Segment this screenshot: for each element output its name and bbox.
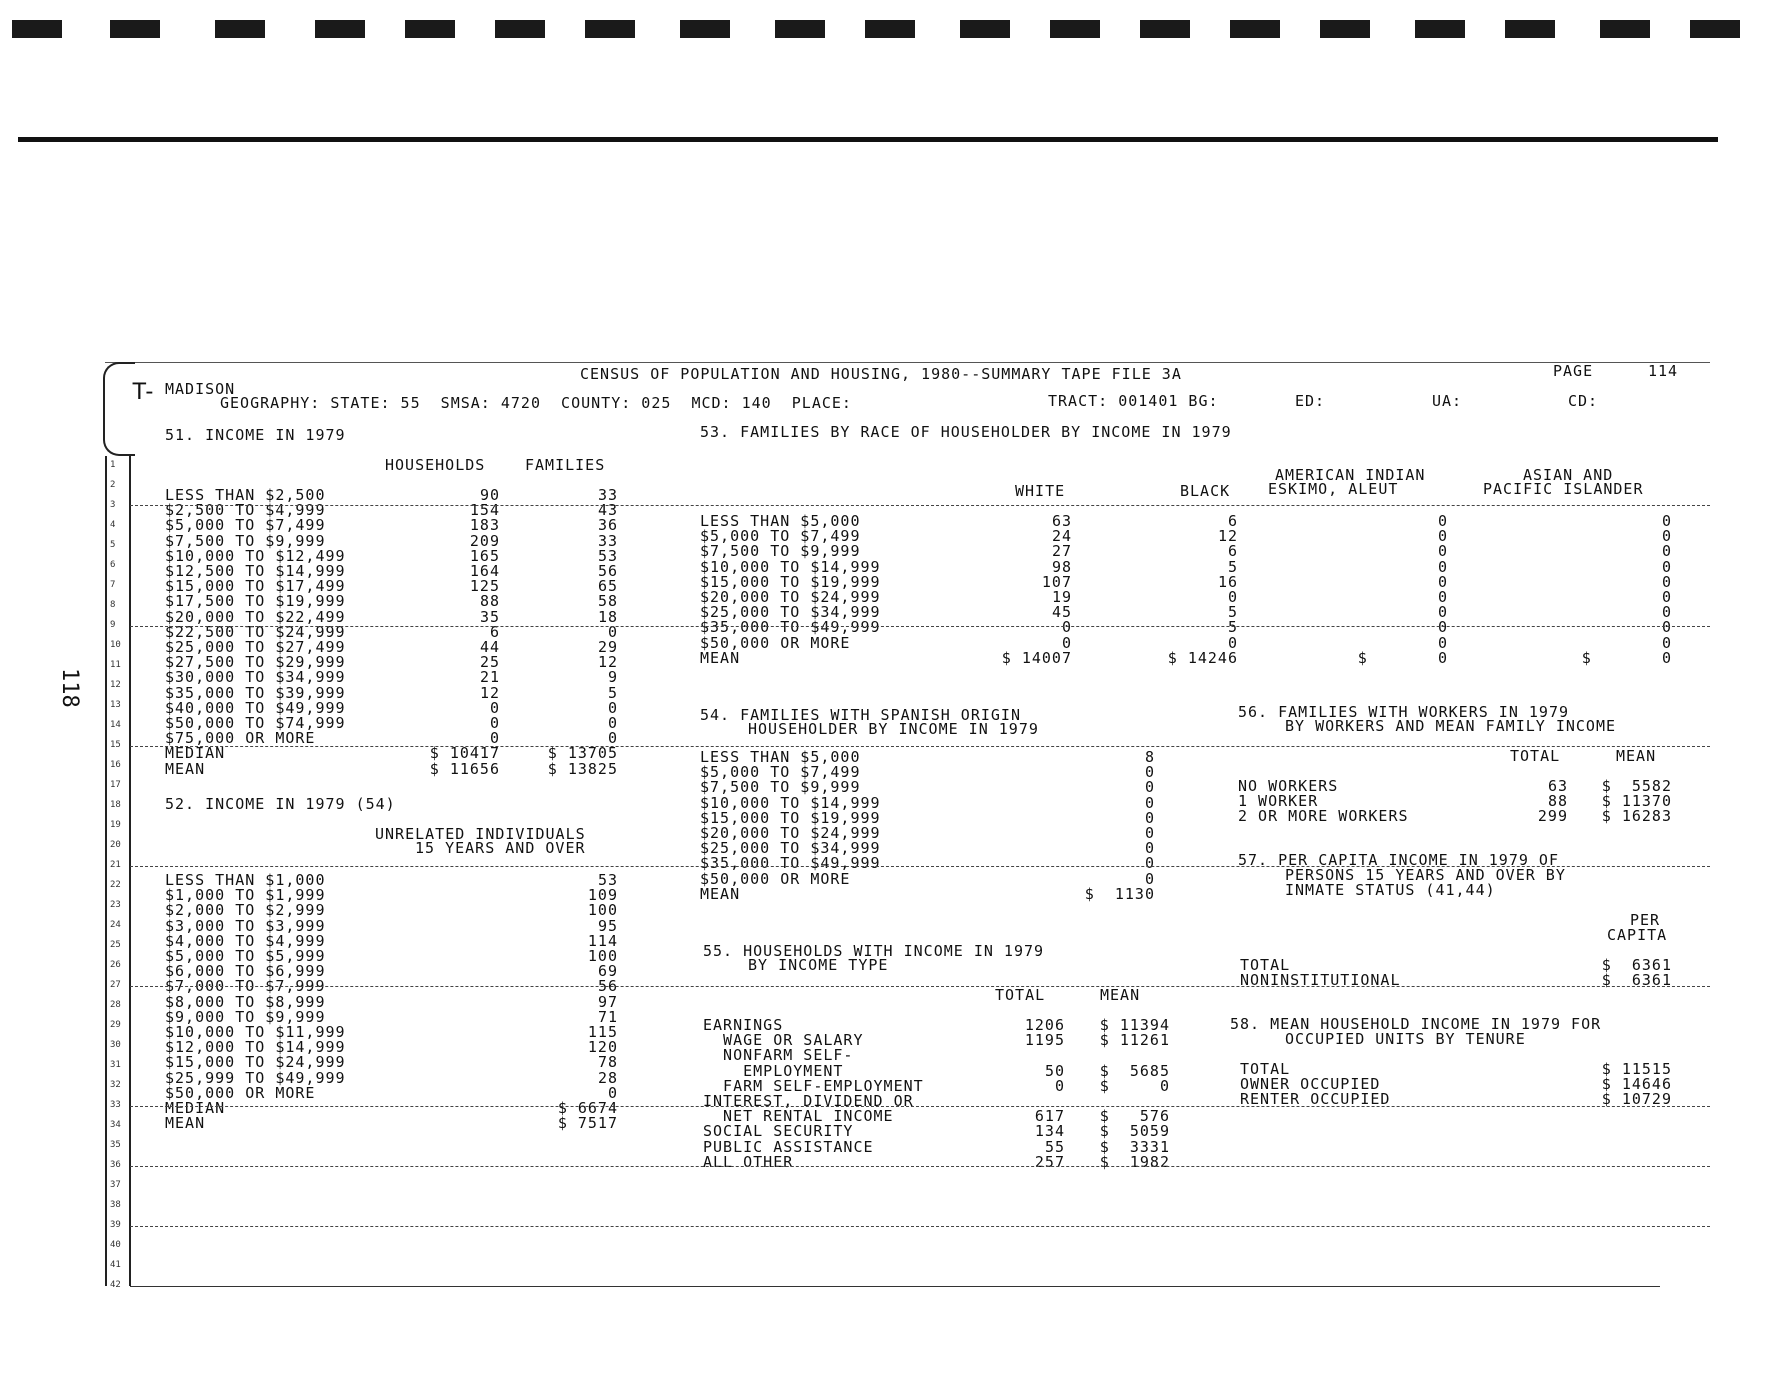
t55-row-label: NONFARM SELF- xyxy=(703,1046,854,1065)
t51-row-label: $17,500 TO $19,999 xyxy=(165,592,346,611)
t52-row-value: 53 xyxy=(597,871,618,889)
perforation xyxy=(1050,20,1100,38)
t53-row-black: 6 xyxy=(1227,542,1238,561)
t55-row-mean: $ 11261 xyxy=(1099,1031,1170,1050)
guide-line xyxy=(130,1226,1710,1227)
t55-row-mean: $ 5059 xyxy=(1099,1122,1170,1141)
t51-row-households: 25 xyxy=(479,653,500,672)
t55-row-mean: $ 1982 xyxy=(1099,1152,1170,1171)
t55-row-total: 134 xyxy=(1034,1122,1065,1141)
geography-line: GEOGRAPHY: STATE: 55 SMSA: 4720 COUNTY: 025 MCD: 140 PLACE: xyxy=(220,394,852,412)
t52-row-value: 109 xyxy=(587,886,618,905)
t53-col-ai1: AMERICAN INDIAN xyxy=(1275,466,1426,484)
t53-row-white: 27 xyxy=(1051,542,1072,561)
t56-row-label: 1 WORKER xyxy=(1238,792,1319,811)
t53-col-as2: PACIFIC ISLANDER xyxy=(1483,480,1644,498)
t51-row-households: 165 xyxy=(469,546,500,565)
t51-row-families: 0 xyxy=(607,698,618,717)
t54-row-value: 0 xyxy=(1144,839,1155,858)
t54-title1: 54. FAMILIES WITH SPANISH ORIGIN xyxy=(700,706,1021,724)
t51-row-households: 183 xyxy=(469,516,500,535)
t54-row-label: $50,000 OR MORE xyxy=(700,869,851,888)
t53-row-label: $35,000 TO $49,999 xyxy=(700,618,881,637)
t54-row-value: 0 xyxy=(1144,763,1155,782)
t52-row-label: $9,000 TO $9,999 xyxy=(165,1007,326,1026)
place-name: MADISON xyxy=(165,380,236,398)
t54-row-label: $5,000 TO $7,499 xyxy=(700,763,861,782)
t53-row-white: 0 xyxy=(1061,618,1072,637)
header-bracket xyxy=(103,362,135,456)
t53-row-black: 5 xyxy=(1227,557,1238,576)
perforation xyxy=(680,20,730,38)
t51-row-households: 154 xyxy=(469,501,500,520)
t52-col1: UNRELATED INDIVIDUALS xyxy=(375,825,586,843)
t51-row-families: $ 13825 xyxy=(547,759,618,778)
t55-row-label: PUBLIC ASSISTANCE xyxy=(703,1137,874,1156)
t53-row-american-indian: 0 xyxy=(1437,603,1448,622)
page-label: PAGE xyxy=(1553,362,1594,380)
ed-field: ED: xyxy=(1295,392,1326,410)
t55-row-total: 257 xyxy=(1034,1152,1065,1171)
t57-row-label: NONINSTITUTIONAL xyxy=(1240,971,1401,990)
t53-row-american-indian: 0 xyxy=(1437,633,1448,652)
guide-line xyxy=(130,986,1710,987)
t56-col-mean: MEAN xyxy=(1616,747,1657,765)
t52-row-label: $2,000 TO $2,999 xyxy=(165,901,326,920)
t55-row-total: 1206 xyxy=(1024,1016,1065,1034)
film-perforations xyxy=(0,20,1787,40)
t54-row-value: 0 xyxy=(1144,793,1155,812)
t52-col2: 15 YEARS AND OVER xyxy=(415,839,586,857)
t58-title2: OCCUPIED UNITS BY TENURE xyxy=(1285,1030,1526,1048)
t52-row-label: $1,000 TO $1,999 xyxy=(165,886,326,905)
t55-row-label: ALL OTHER xyxy=(703,1152,794,1171)
t53-row-white: 63 xyxy=(1051,512,1072,530)
t52-row-value: 114 xyxy=(587,931,618,950)
t54-row-label: LESS THAN $5,000 xyxy=(700,748,861,766)
t51-row-households: 0 xyxy=(489,729,500,748)
t56-title1: 56. FAMILIES WITH WORKERS IN 1979 xyxy=(1238,703,1570,721)
t51-row-families: 58 xyxy=(597,592,618,611)
perforation xyxy=(315,20,365,38)
t53-row-label: $50,000 OR MORE xyxy=(700,633,851,652)
t51-row-label: $7,500 TO $9,999 xyxy=(165,531,326,550)
t51-row-families: 53 xyxy=(597,546,618,565)
t52-title: 52. INCOME IN 1979 (54) xyxy=(165,795,396,813)
t56-row-total: 299 xyxy=(1537,807,1568,826)
t54-row-value: 0 xyxy=(1144,808,1155,827)
guide-line xyxy=(130,866,1710,867)
t51-row-households: 21 xyxy=(479,668,500,687)
perforation xyxy=(1230,20,1280,38)
guide-line xyxy=(130,1286,1660,1287)
perforation xyxy=(1320,20,1370,38)
t57-title3: INMATE STATUS (41,44) xyxy=(1285,881,1496,899)
t53-col-black: BLACK xyxy=(1180,482,1231,500)
t51-row-label: $5,000 TO $7,499 xyxy=(165,516,326,535)
t51-row-families: 0 xyxy=(607,729,618,748)
t54-row-label: $35,000 TO $49,999 xyxy=(700,854,881,873)
guide-line xyxy=(130,505,1710,506)
t53-row-black: 12 xyxy=(1217,527,1238,546)
perforation xyxy=(1690,20,1740,38)
cd-field: CD: xyxy=(1568,392,1599,410)
perforation xyxy=(960,20,1010,38)
t55-row-label: INTEREST, DIVIDEND OR xyxy=(703,1092,914,1110)
t51-row-households: 164 xyxy=(469,562,500,580)
t57-title1: 57. PER CAPITA INCOME IN 1979 OF xyxy=(1238,851,1559,869)
side-page-number: 118 xyxy=(57,668,82,708)
t53-row-american-indian: 0 xyxy=(1437,512,1448,530)
t52-row-value: 120 xyxy=(587,1038,618,1057)
t55-row-total: 617 xyxy=(1034,1107,1065,1126)
t52-row-label: $3,000 TO $3,999 xyxy=(165,916,326,935)
t51-row-families: 56 xyxy=(597,562,618,580)
t51-row-households: 209 xyxy=(469,531,500,550)
t51-row-households: $ 11656 xyxy=(429,759,500,778)
t56-row-total: 88 xyxy=(1547,792,1568,811)
t54-row-label: $25,000 TO $34,999 xyxy=(700,839,881,858)
t51-row-label: $2,500 TO $4,999 xyxy=(165,501,326,520)
t51-row-families: 18 xyxy=(597,607,618,626)
t53-row-label: LESS THAN $5,000 xyxy=(700,512,861,530)
t52-row-label: $7,000 TO $7,999 xyxy=(165,977,326,996)
t57-row-value: $ 6361 xyxy=(1601,956,1672,974)
t53-row-black: 5 xyxy=(1227,618,1238,637)
t51-row-label: LESS THAN $2,500 xyxy=(165,486,326,504)
t52-row-value: 71 xyxy=(597,1007,618,1026)
t56-row-mean: $ 11370 xyxy=(1601,792,1672,811)
t51-row-families: $ 13705 xyxy=(547,744,618,763)
t55-row-label: NET RENTAL INCOME xyxy=(703,1107,894,1126)
t53-row-american-indian: 0 xyxy=(1437,542,1448,561)
t53-row-american-indian: 0 xyxy=(1437,618,1448,637)
t52-row-value: 115 xyxy=(587,1023,618,1041)
t58-row-label: TOTAL xyxy=(1240,1060,1291,1078)
guide-line xyxy=(130,626,1710,627)
t53-row-asian: 0 xyxy=(1661,603,1672,622)
t54-row-label: $15,000 TO $19,999 xyxy=(700,808,881,827)
ua-field: UA: xyxy=(1432,392,1463,410)
t55-title1: 55. HOUSEHOLDS WITH INCOME IN 1979 xyxy=(703,942,1045,960)
t53-row-american-indian: 0 xyxy=(1437,572,1448,591)
t53-row-asian: $ 0 xyxy=(1581,648,1672,667)
t54-row-value: 0 xyxy=(1144,869,1155,888)
t53-row-white: $ 14007 xyxy=(1001,648,1072,667)
t51-row-households: 90 xyxy=(479,486,500,504)
t54-row-value: 0 xyxy=(1144,854,1155,873)
t52-row-label: $6,000 TO $6,999 xyxy=(165,962,326,981)
t58-row-label: OWNER OCCUPIED xyxy=(1240,1075,1381,1094)
t51-row-label: $27,500 TO $29,999 xyxy=(165,653,346,672)
printout-frame xyxy=(105,362,1710,1283)
t55-row-label: EMPLOYMENT xyxy=(703,1061,844,1080)
t51-row-families: 33 xyxy=(597,531,618,550)
t51-row-families: 36 xyxy=(597,516,618,535)
perforation xyxy=(775,20,825,38)
t55-row-mean: $ 3331 xyxy=(1099,1137,1170,1156)
t53-row-black: $ 14246 xyxy=(1167,648,1238,667)
t53-row-white: 107 xyxy=(1041,572,1072,591)
tract-field: TRACT: 001401 BG: xyxy=(1048,392,1219,410)
t51-col-families: FAMILIES xyxy=(525,456,606,474)
t51-row-families: 5 xyxy=(607,683,618,702)
t52-row-label: $8,000 TO $8,999 xyxy=(165,992,326,1011)
perforation xyxy=(1600,20,1650,38)
t55-row-total: 0 xyxy=(1054,1076,1065,1095)
line-number-gutter: 1 2 3 4 5 6 7 8 9 10 11 12 13 14 15 16 17 18 19 20 21 22 23 24 25 26 27 28 29 30 31 32 33 34 35 36 37 38 39 40 41 42 xyxy=(105,456,131,1286)
t57-row-label: TOTAL xyxy=(1240,956,1291,974)
t54-row-label: MEAN xyxy=(700,884,741,903)
t51-row-households: 6 xyxy=(489,622,500,641)
t58-row-label: RENTER OCCUPIED xyxy=(1240,1090,1391,1109)
t53-row-label: $20,000 TO $24,999 xyxy=(700,588,881,606)
t55-row-total: 1195 xyxy=(1024,1031,1065,1050)
t56-col-total: TOTAL xyxy=(1510,747,1561,765)
t53-row-label: $5,000 TO $7,499 xyxy=(700,527,861,546)
t51-row-households: 125 xyxy=(469,577,500,596)
t51-row-label: $20,000 TO $22,499 xyxy=(165,607,346,626)
t53-row-american-indian: 0 xyxy=(1437,527,1448,546)
t51-col-households: HOUSEHOLDS xyxy=(385,456,486,474)
t51-row-families: 29 xyxy=(597,638,618,656)
t56-title2: BY WORKERS AND MEAN FAMILY INCOME xyxy=(1285,717,1617,735)
t51-row-label: MEAN xyxy=(165,759,206,778)
t53-row-label: MEAN xyxy=(700,648,741,667)
t53-row-asian: 0 xyxy=(1661,542,1672,561)
t53-row-asian: 0 xyxy=(1661,557,1672,576)
t52-row-label: MEDIAN xyxy=(165,1099,226,1117)
t52-row-value: $ 6674 xyxy=(557,1099,618,1117)
t58-title1: 58. MEAN HOUSEHOLD INCOME IN 1979 FOR xyxy=(1230,1015,1602,1033)
t52-row-label: MEAN xyxy=(165,1114,206,1133)
t52-row-value: 0 xyxy=(607,1083,618,1102)
handwritten-mark: T- xyxy=(132,378,154,405)
t51-row-label: $50,000 TO $74,999 xyxy=(165,714,346,732)
t52-row-value: 78 xyxy=(597,1053,618,1072)
perforation xyxy=(1505,20,1555,38)
t53-row-asian: 0 xyxy=(1661,527,1672,546)
t52-row-value: 95 xyxy=(597,916,618,935)
t55-row-mean: $ 0 xyxy=(1099,1076,1170,1095)
t55-row-mean: $ 5685 xyxy=(1099,1061,1170,1080)
t53-row-black: 0 xyxy=(1227,588,1238,606)
t53-row-american-indian: $ 0 xyxy=(1357,648,1448,667)
t52-row-value: 56 xyxy=(597,977,618,996)
t54-row-label: $7,500 TO $9,999 xyxy=(700,778,861,797)
t51-row-families: 12 xyxy=(597,653,618,672)
t52-row-label: $25,999 TO $49,999 xyxy=(165,1068,346,1087)
t54-row-label: $20,000 TO $24,999 xyxy=(700,824,881,842)
t52-row-value: 100 xyxy=(587,947,618,965)
t52-row-value: 100 xyxy=(587,901,618,920)
t53-row-white: 0 xyxy=(1061,633,1072,652)
t56-row-mean: $ 5582 xyxy=(1601,777,1672,795)
t52-row-label: $5,000 TO $5,999 xyxy=(165,947,326,965)
t54-row-value: 0 xyxy=(1144,778,1155,797)
t52-row-value: 97 xyxy=(597,992,618,1011)
t55-row-label: SOCIAL SECURITY xyxy=(703,1122,854,1141)
t57-row-value: $ 6361 xyxy=(1601,971,1672,990)
t55-row-label: EARNINGS xyxy=(703,1016,784,1034)
t55-row-total: 55 xyxy=(1044,1137,1065,1156)
t53-title: 53. FAMILIES BY RACE OF HOUSEHOLDER BY INCOME IN 1979 xyxy=(700,423,1232,441)
t51-title: 51. INCOME IN 1979 xyxy=(165,426,346,444)
t51-row-households: 12 xyxy=(479,683,500,702)
t57-col2: CAPITA xyxy=(1607,926,1668,944)
t55-row-mean: $ 11394 xyxy=(1099,1016,1170,1034)
perforation xyxy=(215,20,265,38)
page-number: 114 xyxy=(1648,362,1679,380)
t53-row-white: 24 xyxy=(1051,527,1072,546)
t51-row-label: $35,000 TO $39,999 xyxy=(165,683,346,702)
t56-row-mean: $ 16283 xyxy=(1601,807,1672,826)
t52-row-value: 28 xyxy=(597,1068,618,1087)
top-rule xyxy=(18,137,1718,142)
t52-row-label: $10,000 TO $11,999 xyxy=(165,1023,346,1041)
t55-title2: BY INCOME TYPE xyxy=(748,956,889,974)
perforation xyxy=(495,20,545,38)
t51-row-label: $10,000 TO $12,499 xyxy=(165,546,346,565)
guide-line xyxy=(130,746,1710,747)
t54-row-label: $10,000 TO $14,999 xyxy=(700,793,881,812)
t52-row-label: LESS THAN $1,000 xyxy=(165,871,326,889)
t51-row-families: 65 xyxy=(597,577,618,596)
t52-row-label: $4,000 TO $4,999 xyxy=(165,931,326,950)
perforation xyxy=(1415,20,1465,38)
t53-row-white: 98 xyxy=(1051,557,1072,576)
perforation xyxy=(110,20,160,38)
t52-row-value: 69 xyxy=(597,962,618,981)
t53-row-label: $10,000 TO $14,999 xyxy=(700,557,881,576)
t53-row-asian: 0 xyxy=(1661,572,1672,591)
perforation xyxy=(1140,20,1190,38)
t57-col1: PER xyxy=(1630,911,1661,929)
t51-row-label: $40,000 TO $49,999 xyxy=(165,698,346,717)
page-title: CENSUS OF POPULATION AND HOUSING, 1980--SUMMARY TAPE FILE 3A xyxy=(580,365,1182,383)
t55-row-total: 50 xyxy=(1044,1061,1065,1080)
t53-row-black: 5 xyxy=(1227,603,1238,622)
t54-row-value: 0 xyxy=(1144,824,1155,842)
t51-row-label: $15,000 TO $17,499 xyxy=(165,577,346,596)
perforation xyxy=(865,20,915,38)
t53-row-asian: 0 xyxy=(1661,512,1672,530)
t53-col-white: WHITE xyxy=(1015,482,1066,500)
t51-row-label: $25,000 TO $27,499 xyxy=(165,638,346,656)
t55-col-mean: MEAN xyxy=(1100,986,1141,1004)
t52-row-label: $12,000 TO $14,999 xyxy=(165,1038,346,1057)
t56-row-total: 63 xyxy=(1547,777,1568,795)
t53-row-white: 45 xyxy=(1051,603,1072,622)
t53-col-ai2: ESKIMO, ALEUT xyxy=(1268,480,1399,498)
t53-row-white: 19 xyxy=(1051,588,1072,606)
t51-row-households: $ 10417 xyxy=(429,744,500,763)
t51-row-households: 35 xyxy=(479,607,500,626)
t54-row-value: $ 1130 xyxy=(1084,884,1155,903)
guide-line xyxy=(130,1166,1710,1167)
t53-row-label: $25,000 TO $34,999 xyxy=(700,603,881,622)
t53-row-american-indian: 0 xyxy=(1437,557,1448,576)
t51-row-households: 44 xyxy=(479,638,500,656)
t53-row-label: $7,500 TO $9,999 xyxy=(700,542,861,561)
t51-row-families: 33 xyxy=(597,486,618,504)
t51-row-label: $30,000 TO $34,999 xyxy=(165,668,346,687)
t53-row-black: 6 xyxy=(1227,512,1238,530)
t57-title2: PERSONS 15 YEARS AND OVER BY xyxy=(1285,866,1566,884)
t51-row-households: 88 xyxy=(479,592,500,611)
guide-line xyxy=(130,1106,1710,1107)
t51-row-label: MEDIAN xyxy=(165,744,226,763)
t53-col-as1: ASIAN AND xyxy=(1523,466,1614,484)
t58-row-value: $ 14646 xyxy=(1601,1075,1672,1094)
t56-row-label: 2 OR MORE WORKERS xyxy=(1238,807,1409,826)
t53-row-black: 0 xyxy=(1227,633,1238,652)
t51-row-households: 0 xyxy=(489,714,500,732)
t55-col-total: TOTAL xyxy=(995,986,1046,1004)
t51-row-households: 0 xyxy=(489,698,500,717)
t53-row-label: $15,000 TO $19,999 xyxy=(700,572,881,591)
perforation xyxy=(12,20,62,38)
t51-row-label: $75,000 OR MORE xyxy=(165,729,316,748)
t53-row-asian: 0 xyxy=(1661,633,1672,652)
t55-row-mean: $ 576 xyxy=(1099,1107,1170,1126)
t51-row-label: $22,500 TO $24,999 xyxy=(165,622,346,641)
t51-row-families: 0 xyxy=(607,714,618,732)
t51-row-label: $12,500 TO $14,999 xyxy=(165,562,346,580)
t51-row-families: 43 xyxy=(597,501,618,520)
t51-row-families: 0 xyxy=(607,622,618,641)
t51-row-families: 9 xyxy=(607,668,618,687)
t53-row-american-indian: 0 xyxy=(1437,588,1448,606)
perforation xyxy=(405,20,455,38)
t58-row-value: $ 10729 xyxy=(1601,1090,1672,1109)
t52-row-value: $ 7517 xyxy=(557,1114,618,1133)
perforation xyxy=(585,20,635,38)
t53-row-asian: 0 xyxy=(1661,588,1672,606)
t56-row-label: NO WORKERS xyxy=(1238,777,1339,795)
t55-row-label: WAGE OR SALARY xyxy=(703,1031,864,1050)
t53-row-asian: 0 xyxy=(1661,618,1672,637)
t54-title2: HOUSEHOLDER BY INCOME IN 1979 xyxy=(748,720,1039,738)
t58-row-value: $ 11515 xyxy=(1601,1060,1672,1078)
t55-row-label: FARM SELF-EMPLOYMENT xyxy=(703,1076,924,1095)
t52-row-label: $50,000 OR MORE xyxy=(165,1083,316,1102)
t53-row-black: 16 xyxy=(1217,572,1238,591)
t52-row-label: $15,000 TO $24,999 xyxy=(165,1053,346,1072)
t54-row-value: 8 xyxy=(1144,748,1155,766)
